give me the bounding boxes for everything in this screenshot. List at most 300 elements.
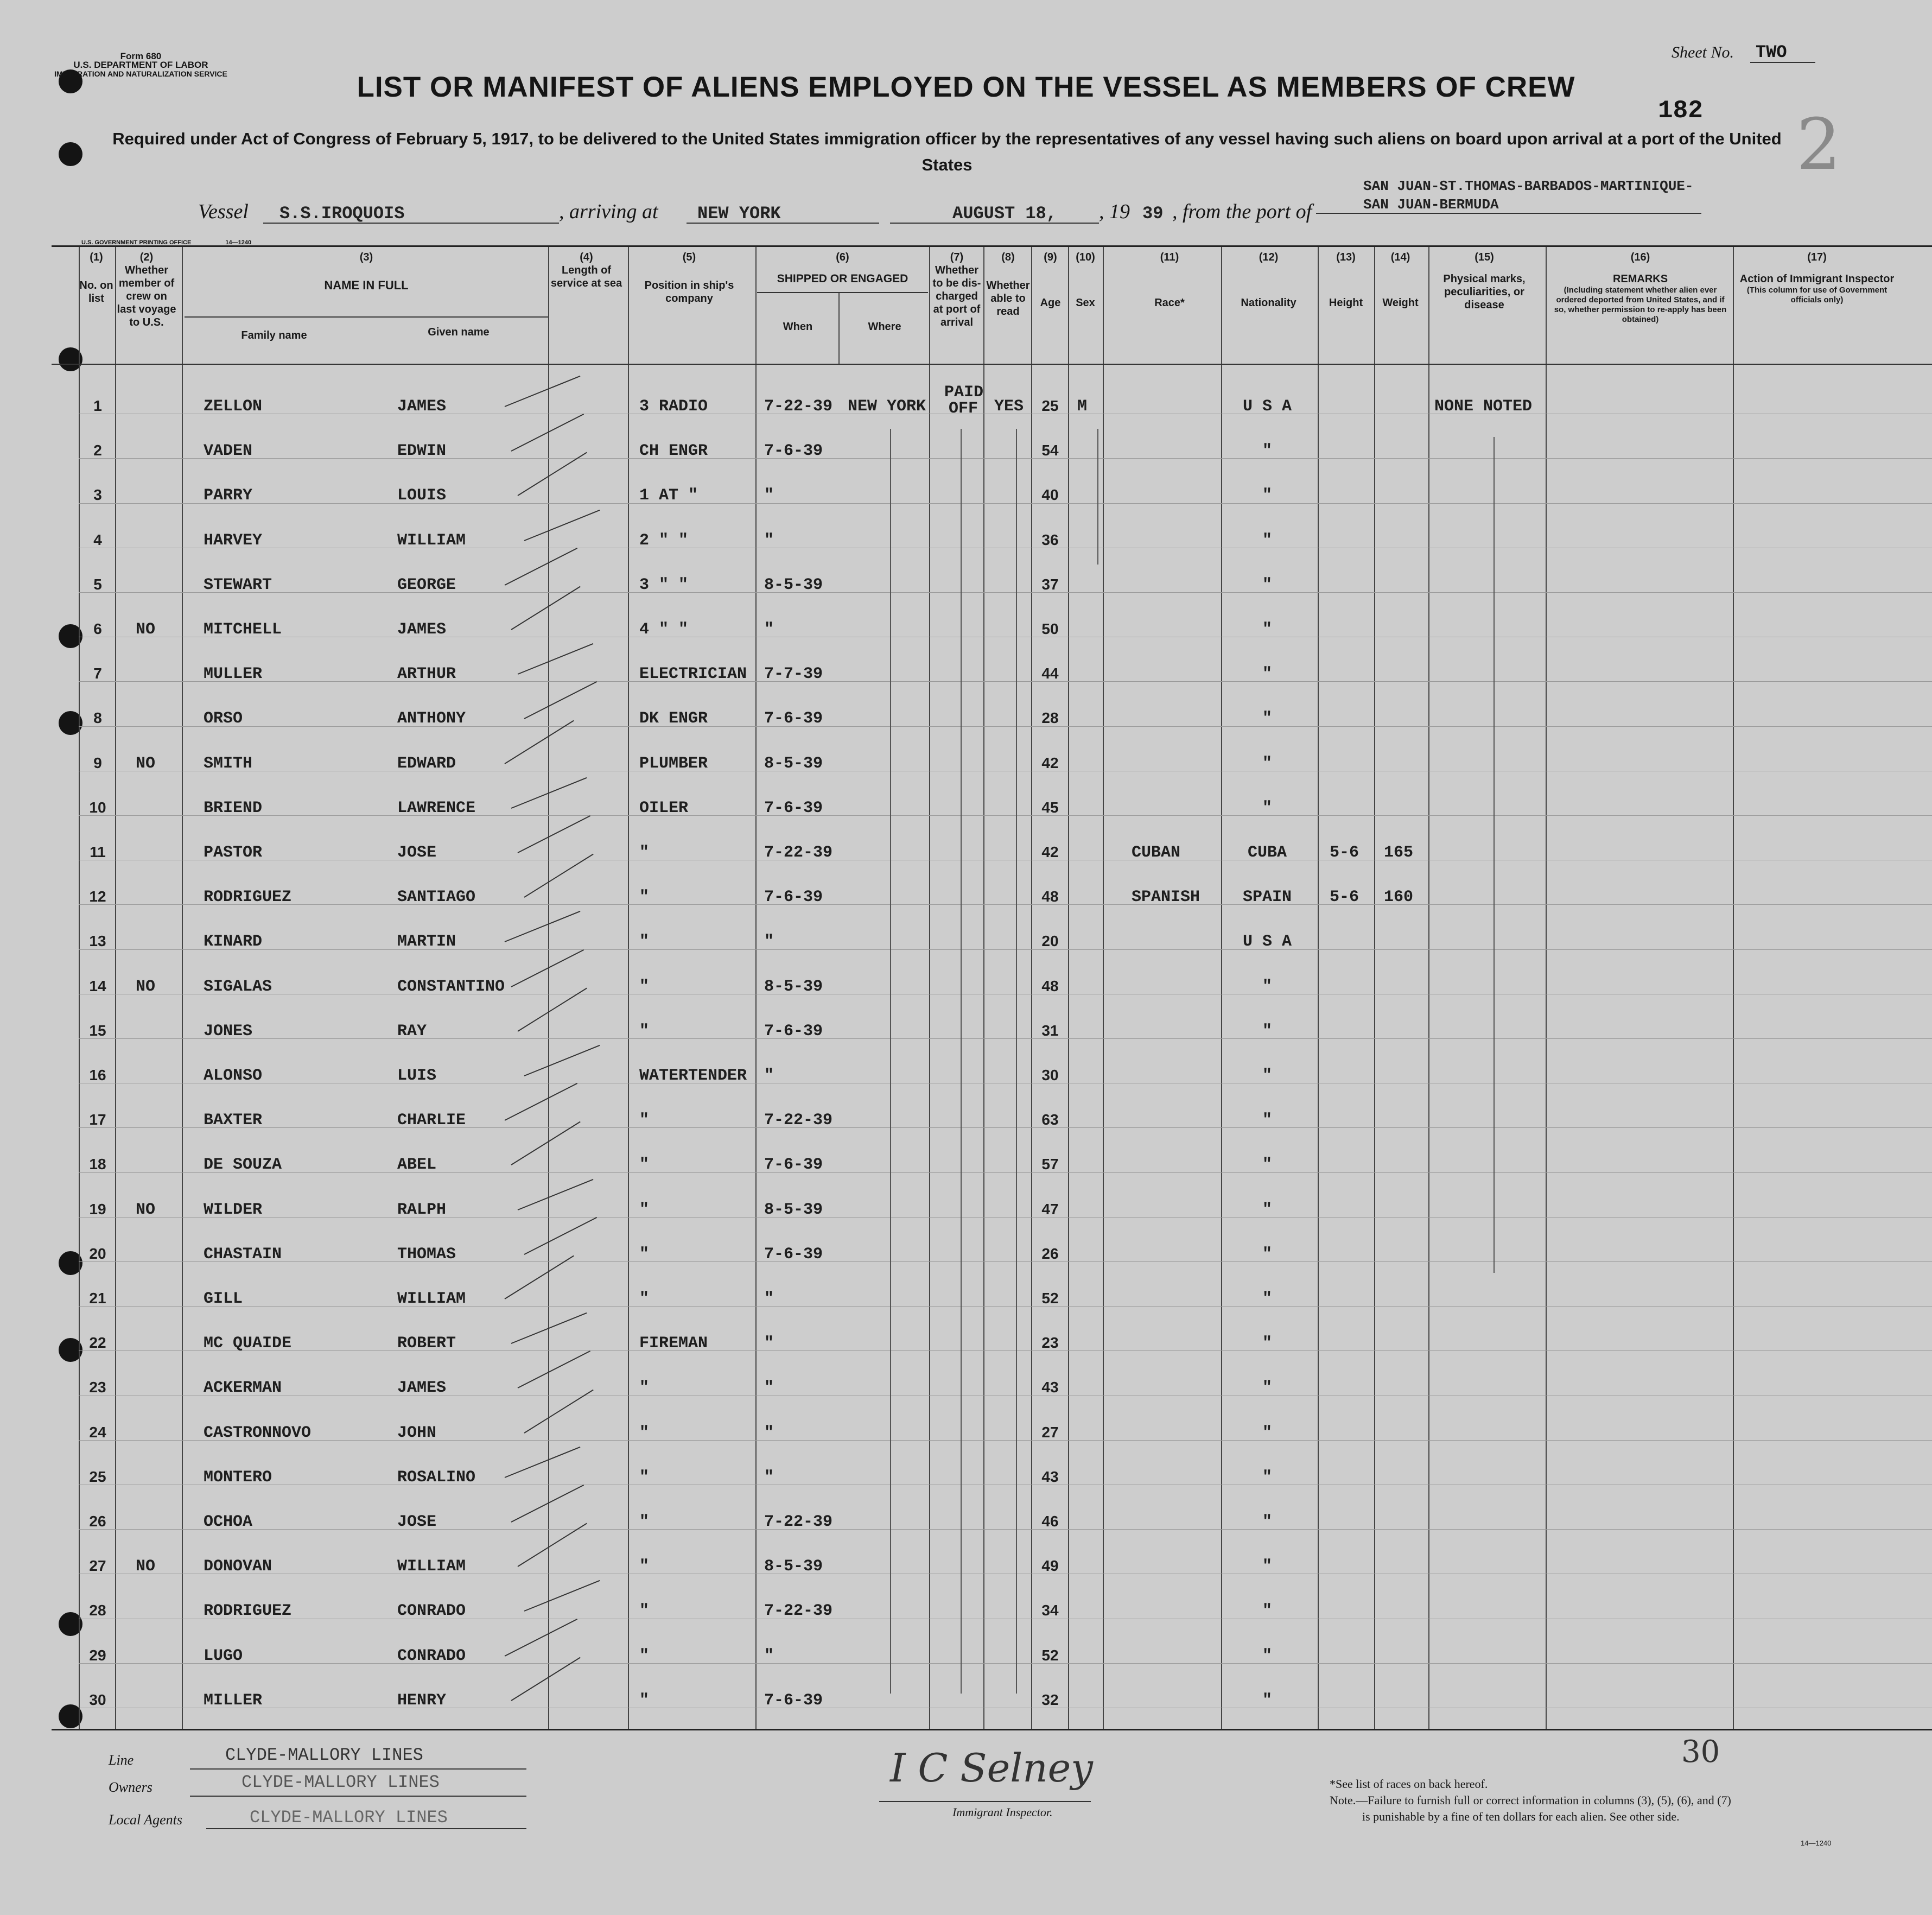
age: 48 bbox=[1041, 888, 1059, 905]
vessel-label: Vessel bbox=[198, 200, 249, 223]
shipped-when: " bbox=[764, 1067, 774, 1085]
page-title: LIST OR MANIFEST OF ALIENS EMPLOYED ON THE VESSEL AS MEMBERS OF CREW bbox=[357, 71, 1575, 103]
given-name: CHARLIE bbox=[397, 1111, 466, 1130]
row-divider bbox=[79, 681, 1932, 682]
col16-header: (16) REMARKS (Including statement whether alien ever ordered deported from United States, and if so, whether permission to re-apply has been obtained) bbox=[1554, 251, 1727, 324]
age: 47 bbox=[1041, 1200, 1059, 1218]
column-line bbox=[929, 247, 930, 1730]
nationality: " bbox=[1262, 1379, 1272, 1398]
given-name: JOHN bbox=[397, 1423, 437, 1442]
nationality: " bbox=[1262, 1334, 1272, 1353]
service-check-mark bbox=[524, 1217, 598, 1255]
row-divider bbox=[79, 1663, 1932, 1664]
height: 5-6 bbox=[1330, 844, 1359, 862]
position: " bbox=[639, 844, 650, 862]
weight: 160 bbox=[1384, 888, 1414, 907]
sex: M bbox=[1077, 397, 1088, 416]
age: 52 bbox=[1041, 1290, 1059, 1307]
given-name: EDWARD bbox=[397, 754, 456, 773]
position: 3 RADIO bbox=[639, 397, 708, 416]
weight: 165 bbox=[1384, 844, 1414, 862]
position: " bbox=[639, 888, 650, 907]
nationality: " bbox=[1262, 1423, 1272, 1442]
column-line bbox=[1546, 247, 1547, 1730]
column-line bbox=[1221, 247, 1222, 1730]
column-line bbox=[548, 247, 549, 1730]
position: DK ENGR bbox=[639, 709, 708, 728]
row-divider bbox=[79, 1306, 1932, 1307]
family-name: KINARD bbox=[204, 933, 263, 952]
family-name: LUGO bbox=[204, 1646, 243, 1665]
age: 45 bbox=[1041, 798, 1059, 816]
service-name: IMMIGRATION AND NATURALIZATION SERVICE bbox=[54, 69, 227, 78]
column-line bbox=[1031, 247, 1032, 1730]
position: " bbox=[639, 1468, 650, 1487]
row-divider bbox=[79, 1127, 1932, 1128]
given-name: WILLIAM bbox=[397, 1557, 466, 1576]
row-divider bbox=[79, 904, 1932, 905]
given-name: WILLIAM bbox=[397, 1290, 466, 1308]
row-divider bbox=[79, 726, 1932, 727]
col17-header: (17) Action of Immigrant Inspector (This column for use of Government officials only) bbox=[1739, 251, 1895, 305]
column-line bbox=[1068, 247, 1069, 1730]
row-divider bbox=[79, 1261, 1932, 1262]
position: " bbox=[639, 933, 650, 952]
shipped-when: " bbox=[764, 1334, 774, 1353]
family-name: BRIEND bbox=[204, 798, 263, 817]
family-name: MILLER bbox=[204, 1691, 263, 1710]
row-divider bbox=[79, 503, 1932, 504]
nationality: " bbox=[1262, 1513, 1272, 1531]
service-check-mark bbox=[511, 1485, 584, 1523]
given-name: JOSE bbox=[397, 1513, 437, 1531]
row-number: 27 bbox=[89, 1557, 106, 1575]
family-name: MULLER bbox=[204, 665, 263, 684]
pencil-mark: 2 bbox=[1796, 103, 1841, 186]
row-number: 22 bbox=[89, 1334, 106, 1352]
family-name: ALONSO bbox=[204, 1067, 263, 1085]
age: 49 bbox=[1041, 1557, 1059, 1575]
shipped-where: NEW YORK bbox=[848, 397, 926, 416]
family-name: ACKERMAN bbox=[204, 1379, 282, 1398]
given-name: ROSALINO bbox=[397, 1468, 476, 1487]
position: ELECTRICIAN bbox=[639, 665, 747, 684]
sheet-number-label: Sheet No. bbox=[1672, 43, 1734, 61]
arrival-date: AUGUST 18, bbox=[952, 204, 1057, 224]
sheet-number-value: TWO bbox=[1756, 42, 1787, 62]
agents-value: CLYDE-MALLORY LINES bbox=[250, 1808, 448, 1828]
service-check-mark bbox=[524, 681, 598, 719]
family-name: BAXTER bbox=[204, 1111, 263, 1130]
row-number: 12 bbox=[89, 888, 106, 905]
position: " bbox=[639, 1022, 650, 1041]
given-name: ANTHONY bbox=[397, 709, 466, 728]
inspector-underline bbox=[879, 1801, 1091, 1802]
col14-header: (14) Weight bbox=[1382, 251, 1419, 309]
given-name: ABEL bbox=[397, 1156, 437, 1175]
shipped-when: 8-5-39 bbox=[764, 575, 823, 594]
col5-header: (5) Position in ship's company bbox=[644, 251, 734, 305]
position: " bbox=[639, 1245, 650, 1264]
column-line bbox=[1733, 247, 1734, 1730]
family-name: RODRIGUEZ bbox=[204, 1602, 292, 1621]
column-line bbox=[1103, 247, 1104, 1730]
row-number: 7 bbox=[93, 665, 102, 682]
arriving-label: , arriving at bbox=[559, 200, 658, 223]
shipped-when: 8-5-39 bbox=[764, 977, 823, 996]
given-name: RAY bbox=[397, 1022, 427, 1041]
ditto-line-marks bbox=[1494, 437, 1495, 1273]
age: 28 bbox=[1041, 709, 1059, 727]
family-name: DE SOUZA bbox=[204, 1156, 282, 1175]
given-name: RALPH bbox=[397, 1200, 447, 1219]
age: 57 bbox=[1041, 1156, 1059, 1173]
row-number: 10 bbox=[89, 798, 106, 816]
col15-header: (15) Physical marks, peculiarities, or disease bbox=[1443, 251, 1526, 311]
ditto-line-read bbox=[1016, 429, 1017, 1694]
nationality: " bbox=[1262, 1602, 1272, 1621]
shipped-when: 7-22-39 bbox=[764, 844, 833, 862]
table-bottom-border bbox=[52, 1729, 1932, 1730]
given-name: CONSTANTINO bbox=[397, 977, 505, 996]
age: 46 bbox=[1041, 1513, 1059, 1530]
shipped-when: 7-22-39 bbox=[764, 1111, 833, 1130]
col8-header: (8) Whether able to read bbox=[986, 251, 1030, 318]
family-name: PASTOR bbox=[204, 844, 263, 862]
service-check-mark bbox=[524, 1045, 600, 1076]
column-line bbox=[182, 247, 183, 1730]
row-number: 5 bbox=[93, 575, 102, 593]
col11-header: (11) Race* bbox=[1154, 251, 1185, 309]
form-number: Form 680 bbox=[120, 51, 162, 61]
family-name: RODRIGUEZ bbox=[204, 888, 292, 907]
col13-header: (13) Height bbox=[1329, 251, 1363, 309]
column-line bbox=[79, 247, 80, 1730]
inspector-label: Immigrant Inspector. bbox=[952, 1805, 1053, 1819]
age: 52 bbox=[1041, 1646, 1059, 1664]
row-divider bbox=[79, 815, 1932, 816]
age: 23 bbox=[1041, 1334, 1059, 1352]
given-name: JAMES bbox=[397, 620, 447, 639]
position: OILER bbox=[639, 798, 689, 817]
nationality: " bbox=[1262, 1646, 1272, 1665]
header-bottom-border bbox=[52, 364, 1932, 365]
row-number: 21 bbox=[89, 1290, 106, 1307]
age: 43 bbox=[1041, 1468, 1059, 1485]
age: 54 bbox=[1041, 442, 1059, 459]
shipped-when: " bbox=[764, 1646, 774, 1665]
row-divider bbox=[79, 1529, 1932, 1530]
row-divider bbox=[79, 1440, 1932, 1441]
family-name: PARRY bbox=[204, 486, 253, 505]
ditto-line-sex bbox=[1097, 429, 1098, 565]
nationality: CUBA bbox=[1247, 844, 1287, 862]
age: 42 bbox=[1041, 754, 1059, 771]
row-number: 14 bbox=[89, 977, 106, 994]
row-number: 15 bbox=[89, 1022, 106, 1039]
column-line bbox=[983, 247, 984, 1730]
col12-header: (12) Nationality bbox=[1241, 251, 1297, 309]
able-to-read: YES bbox=[994, 397, 1024, 416]
age: 26 bbox=[1041, 1245, 1059, 1262]
owners-value: CLYDE-MALLORY LINES bbox=[242, 1772, 440, 1792]
service-check-mark bbox=[505, 1447, 581, 1478]
col7-header: (7) Whether to be dis-charged at port of arrival bbox=[932, 251, 981, 328]
column-line bbox=[755, 247, 757, 1730]
service-check-mark bbox=[505, 1619, 578, 1657]
age: 34 bbox=[1041, 1602, 1059, 1619]
from-port-label: , from the port of bbox=[1172, 200, 1312, 223]
row-divider bbox=[79, 1172, 1932, 1173]
service-check-mark bbox=[511, 949, 584, 987]
column-line bbox=[1374, 247, 1375, 1730]
age: 32 bbox=[1041, 1691, 1059, 1708]
last-voyage: NO bbox=[136, 977, 156, 996]
position: " bbox=[639, 1557, 650, 1576]
given-name: JOSE bbox=[397, 844, 437, 862]
position: CH ENGR bbox=[639, 442, 708, 461]
family-name: SMITH bbox=[204, 754, 253, 773]
row-number: 30 bbox=[89, 1691, 106, 1708]
name-header-divider bbox=[185, 316, 548, 318]
discharged: PAID OFF bbox=[944, 383, 984, 418]
col10-header: (10) Sex bbox=[1076, 251, 1095, 309]
owners-underline bbox=[190, 1796, 526, 1797]
age: 44 bbox=[1041, 665, 1059, 682]
ditto-line-where bbox=[890, 429, 891, 1694]
service-check-mark bbox=[524, 1580, 600, 1612]
given-name: EDWIN bbox=[397, 442, 447, 461]
row-number: 11 bbox=[90, 844, 106, 860]
nationality: U S A bbox=[1242, 933, 1292, 952]
position: 3 " " bbox=[639, 575, 689, 594]
given-name: CONRADO bbox=[397, 1646, 466, 1665]
line-underline bbox=[190, 1768, 526, 1770]
service-check-mark bbox=[518, 1178, 594, 1210]
given-name-header: Given name bbox=[428, 326, 490, 338]
nationality: " bbox=[1262, 1067, 1272, 1085]
shipped-when: " bbox=[764, 1468, 774, 1487]
shipped-when: 7-22-39 bbox=[764, 397, 833, 416]
row-divider bbox=[79, 1217, 1932, 1218]
stamped-number: 182 bbox=[1658, 97, 1703, 125]
service-check-mark bbox=[524, 509, 600, 541]
when-header: When bbox=[783, 321, 813, 333]
family-name: WILDER bbox=[204, 1200, 263, 1219]
position: " bbox=[639, 1111, 650, 1130]
shipped-when: 7-6-39 bbox=[764, 1245, 823, 1264]
row-number: 28 bbox=[89, 1602, 106, 1619]
given-name: JAMES bbox=[397, 397, 447, 416]
shipped-when: " bbox=[764, 620, 774, 639]
position: " bbox=[639, 1602, 650, 1621]
given-name: SANTIAGO bbox=[397, 888, 476, 907]
nationality: " bbox=[1262, 1290, 1272, 1308]
family-name: CASTRONNOVO bbox=[204, 1423, 312, 1442]
given-name: ARTHUR bbox=[397, 665, 456, 684]
height: 5-6 bbox=[1330, 888, 1359, 907]
col9-header: (9) Age bbox=[1040, 251, 1061, 309]
position: 4 " " bbox=[639, 620, 689, 639]
given-name: GEORGE bbox=[397, 575, 456, 594]
column-line bbox=[1318, 247, 1319, 1730]
age: 37 bbox=[1041, 575, 1059, 593]
service-check-mark bbox=[505, 548, 578, 586]
nationality: " bbox=[1262, 1156, 1272, 1175]
line-value: CLYDE-MALLORY LINES bbox=[225, 1745, 423, 1765]
agents-underline bbox=[206, 1828, 526, 1829]
shipped-when: " bbox=[764, 1423, 774, 1442]
shipped-when: 8-5-39 bbox=[764, 1200, 823, 1219]
printing-office: U.S. GOVERNMENT PRINTING OFFICE 14—1240 bbox=[81, 239, 252, 246]
last-voyage: NO bbox=[136, 620, 156, 639]
nationality: " bbox=[1262, 486, 1272, 505]
family-name: DONOVAN bbox=[204, 1557, 272, 1576]
nationality: " bbox=[1262, 665, 1272, 684]
age: 63 bbox=[1041, 1111, 1059, 1128]
bottom-print-code: 14—1240 bbox=[1801, 1839, 1832, 1847]
col2-header: (2) Whether member of crew on last voyage to U.S. bbox=[117, 251, 176, 328]
arrival-date-field bbox=[890, 200, 1099, 224]
position: " bbox=[639, 1200, 650, 1219]
position: WATERTENDER bbox=[639, 1067, 747, 1085]
arrival-port-field bbox=[687, 200, 879, 224]
position: PLUMBER bbox=[639, 754, 708, 773]
row-divider bbox=[79, 592, 1932, 593]
row-number: 9 bbox=[93, 754, 102, 771]
row-number: 29 bbox=[89, 1646, 106, 1664]
row-divider bbox=[79, 458, 1932, 459]
family-name: GILL bbox=[204, 1290, 243, 1308]
penalty-note-1: Note.—Failure to furnish full or correct information in columns (3), (5), (6), and (7) bbox=[1330, 1793, 1731, 1807]
row-number: 16 bbox=[89, 1067, 106, 1083]
col4-header: (4) Length of service at sea bbox=[550, 251, 622, 289]
row-divider bbox=[79, 949, 1932, 950]
race: CUBAN bbox=[1132, 844, 1181, 862]
arrival-year: 39 bbox=[1142, 204, 1164, 224]
department-name: U.S. DEPARTMENT OF LABOR bbox=[73, 60, 208, 70]
nationality: " bbox=[1262, 798, 1272, 817]
family-name: ZELLON bbox=[204, 397, 263, 416]
vessel-name-field bbox=[263, 200, 559, 224]
shipped-when: " bbox=[764, 1379, 774, 1398]
race: SPANISH bbox=[1132, 888, 1200, 907]
family-name: HARVEY bbox=[204, 531, 263, 550]
nationality: " bbox=[1262, 709, 1272, 728]
nationality: " bbox=[1262, 442, 1272, 461]
arrival-port: NEW YORK bbox=[697, 204, 781, 224]
family-name: JONES bbox=[204, 1022, 253, 1041]
family-name: STEWART bbox=[204, 575, 272, 594]
family-name: VADEN bbox=[204, 442, 253, 461]
family-name: CHASTAIN bbox=[204, 1245, 282, 1264]
age: 20 bbox=[1041, 933, 1059, 950]
row-number: 24 bbox=[89, 1423, 106, 1441]
family-name: OCHOA bbox=[204, 1513, 253, 1531]
shipped-when: 7-6-39 bbox=[764, 888, 823, 907]
shipped-header-divider bbox=[757, 292, 928, 293]
given-name: HENRY bbox=[397, 1691, 447, 1710]
inspector-signature: I C Selney bbox=[890, 1745, 1093, 1791]
row-number: 18 bbox=[89, 1156, 106, 1173]
position: " bbox=[639, 1156, 650, 1175]
row-number: 2 bbox=[93, 442, 102, 459]
position: " bbox=[639, 1513, 650, 1531]
row-number: 3 bbox=[93, 486, 102, 504]
line-label: Line bbox=[109, 1752, 134, 1768]
shipped-when: 8-5-39 bbox=[764, 1557, 823, 1576]
table-top-border bbox=[52, 245, 1932, 247]
given-name: LOUIS bbox=[397, 486, 447, 505]
position: " bbox=[639, 1423, 650, 1442]
ditto-line-discharged bbox=[961, 429, 962, 1694]
row-number: 23 bbox=[89, 1379, 106, 1396]
family-name: MC QUAIDE bbox=[204, 1334, 292, 1353]
shipped-when: 7-22-39 bbox=[764, 1602, 833, 1621]
nationality: " bbox=[1262, 1468, 1272, 1487]
row-number: 13 bbox=[89, 933, 106, 950]
given-name: MARTIN bbox=[397, 933, 456, 952]
age: 43 bbox=[1041, 1379, 1059, 1396]
row-number: 6 bbox=[93, 620, 102, 637]
service-check-mark bbox=[518, 1350, 591, 1388]
position: " bbox=[639, 1646, 650, 1665]
shipped-when: " bbox=[764, 1290, 774, 1308]
punch-hole bbox=[59, 142, 82, 166]
shipped-when: 7-6-39 bbox=[764, 1156, 823, 1175]
shipped-when: " bbox=[764, 486, 774, 505]
shipped-when: 7-6-39 bbox=[764, 709, 823, 728]
service-check-mark bbox=[505, 911, 581, 942]
age: 48 bbox=[1041, 977, 1059, 994]
given-name: LAWRENCE bbox=[397, 798, 476, 817]
row-number: 17 bbox=[89, 1111, 106, 1128]
vessel-name: S.S.IROQUOIS bbox=[279, 204, 405, 224]
position: " bbox=[639, 1290, 650, 1308]
position: 1 AT " bbox=[639, 486, 698, 505]
nationality: " bbox=[1262, 1691, 1272, 1710]
where-header: Where bbox=[868, 321, 901, 333]
position: 2 " " bbox=[639, 531, 689, 550]
age: 25 bbox=[1041, 397, 1059, 414]
given-name: WILLIAM bbox=[397, 531, 466, 550]
nationality: SPAIN bbox=[1242, 888, 1292, 907]
row-number: 25 bbox=[89, 1468, 106, 1485]
from-port-underline bbox=[1316, 213, 1701, 214]
penalty-note-2: is punishable by a fine of ten dollars for each alien. See other side. bbox=[1362, 1810, 1680, 1823]
nationality: " bbox=[1262, 1111, 1272, 1130]
column-line bbox=[115, 247, 116, 1730]
nationality: " bbox=[1262, 575, 1272, 594]
age: 50 bbox=[1041, 620, 1059, 637]
family-name-header: Family name bbox=[241, 329, 307, 341]
races-note: *See list of races on back hereof. bbox=[1330, 1777, 1488, 1791]
agents-label: Local Agents bbox=[109, 1812, 183, 1828]
row-number: 1 bbox=[93, 397, 102, 414]
given-name: CONRADO bbox=[397, 1602, 466, 1621]
physical-marks: NONE NOTED bbox=[1434, 397, 1533, 416]
shipped-when: 7-6-39 bbox=[764, 1022, 823, 1041]
service-check-mark bbox=[518, 815, 591, 853]
row-number: 4 bbox=[93, 531, 102, 548]
shipped-when: 7-6-39 bbox=[764, 798, 823, 817]
service-check-mark bbox=[505, 1083, 578, 1121]
owners-label: Owners bbox=[109, 1779, 152, 1795]
page-subtitle: Required under Act of Congress of February 5, 1917, to be delivered to the United States immigration officer by the representatives of any vessel having such aliens on board upon arrival at a port of the United States bbox=[112, 129, 1782, 174]
col6-header: (6) SHIPPED OR ENGAGED bbox=[777, 251, 908, 285]
family-name: ORSO bbox=[204, 709, 243, 728]
age: 31 bbox=[1041, 1022, 1059, 1039]
